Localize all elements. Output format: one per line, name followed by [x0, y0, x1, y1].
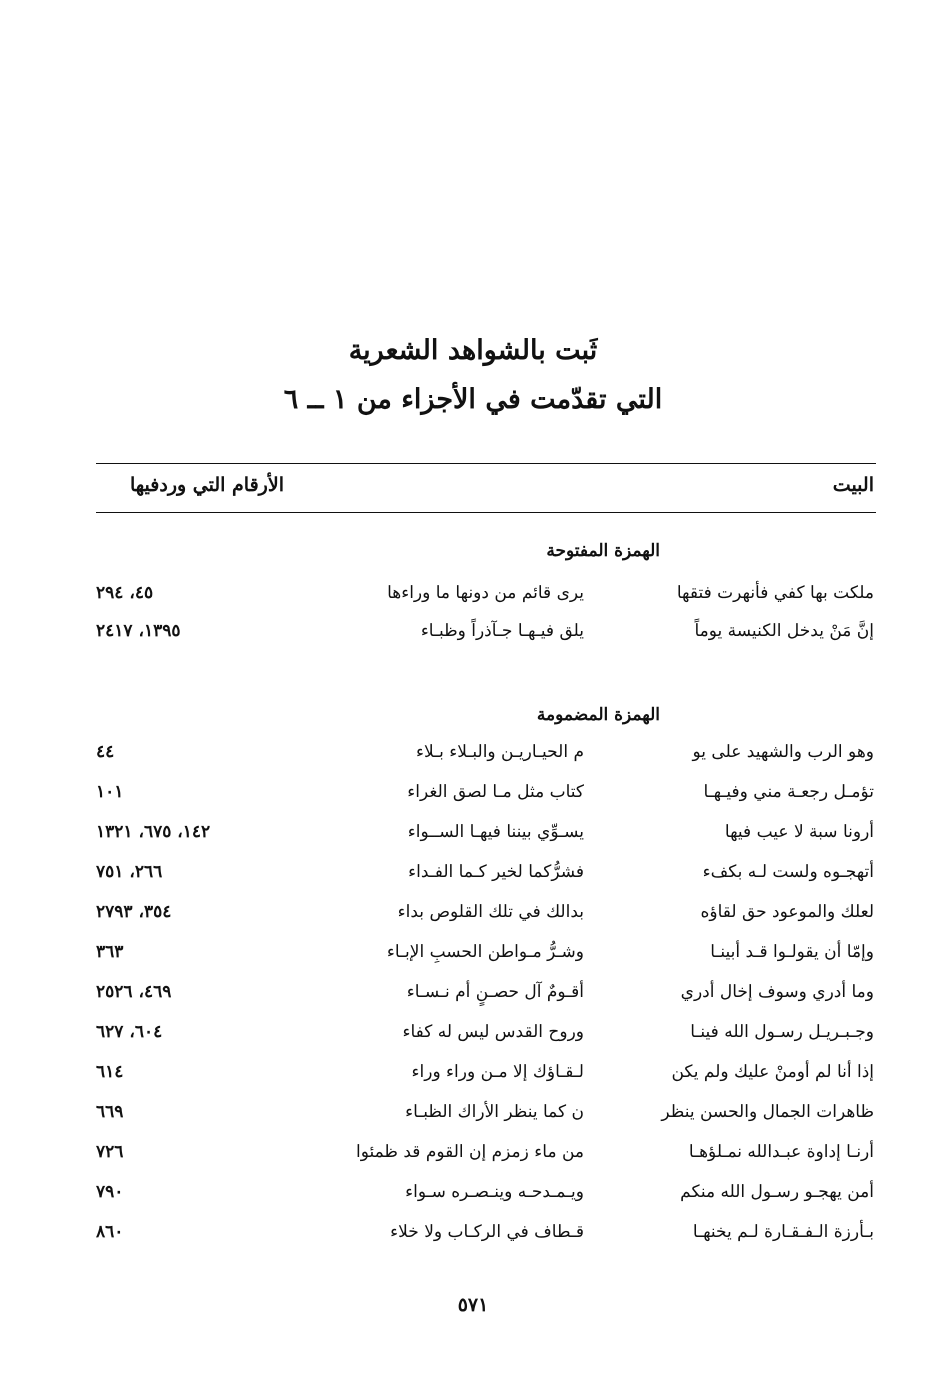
table-row — [0, 1222, 946, 1252]
column-header-refs: الأرقام التي وردفيها — [130, 474, 284, 496]
verse-refs: ٧٢٦ — [96, 1142, 124, 1162]
verse-refs: ١٣٩٥، ٢٤١٧ — [96, 621, 181, 641]
verse-second-half: فشرُّكما لخير كـما الفـداء — [408, 862, 584, 882]
verse-second-half: لـقـاؤك إلا مـن وراء وراء — [411, 1062, 584, 1082]
table-row — [0, 822, 946, 852]
page-title-line-1: ثَبت بالشواهد الشعرية — [348, 335, 598, 366]
verse-refs: ٤٥، ٢٩٤ — [96, 583, 154, 603]
verse-first-half: ملكت بها كفي فأنهرت فتقها — [676, 583, 874, 603]
verse-second-half: ن كما ينظر الأراك الظبـاء — [405, 1102, 584, 1122]
verse-first-half: لعلك والموعود حق لقاؤه — [700, 902, 874, 922]
verse-first-half: إنَّ مَنْ يدخل الكنيسة يوماً — [694, 621, 874, 641]
verse-refs: ٣٥٤، ٢٧٩٣ — [96, 902, 172, 922]
verse-first-half: وهو الرب والشهيد على يو — [692, 742, 874, 762]
verse-refs: ٦٦٩ — [96, 1102, 124, 1122]
page-title-line-2: التي تقدّمت في الأجزاء من ١ ــ ٦ — [283, 384, 663, 415]
verse-refs: ٧٩٠ — [96, 1182, 124, 1202]
verse-first-half: بـأرزة الـفـقـارة لـم يخنهـا — [692, 1222, 874, 1242]
verse-second-half: يرى قائم من دونها ما وراءها — [387, 583, 584, 603]
section-title: الهمزة المضمومة — [536, 705, 660, 725]
verse-refs: ٤٦٩، ٢٥٢٦ — [96, 982, 172, 1002]
header-top-rule — [96, 463, 876, 464]
column-header-verse: البيت — [832, 474, 874, 496]
table-row — [0, 1142, 946, 1172]
verse-refs: ٦٠٤، ٦٢٧ — [96, 1022, 163, 1042]
table-row — [0, 982, 946, 1012]
verse-second-half: كتاب مثل مـا لصق الغراء — [407, 782, 584, 802]
verse-refs: ٤٤ — [96, 742, 115, 762]
table-row — [0, 902, 946, 932]
verse-second-half: من ماء زمزم إن القوم قد ظمئوا — [355, 1142, 584, 1162]
verse-second-half: يلق فيـهـا جـآذراً وظبـاء — [420, 621, 584, 641]
header-bottom-rule — [96, 512, 876, 513]
table-row — [0, 1182, 946, 1212]
verse-second-half: وشـرُّ مـواطن الحسبِ الإبـاء — [386, 942, 584, 962]
section-title: الهمزة المفتوحة — [546, 541, 660, 561]
table-row — [0, 782, 946, 812]
table-row — [0, 621, 946, 651]
verse-refs: ٨٦٠ — [96, 1222, 124, 1242]
verse-refs: ٦١٤ — [96, 1062, 124, 1082]
verse-first-half: إذا أنا لم أومنْ عليك ولم يكن — [671, 1062, 874, 1082]
verse-first-half: ظاهرات الجمال والحسن ينظر — [661, 1102, 874, 1122]
verse-first-half: أتهجـوه ولست لـه بكفء — [702, 862, 874, 882]
verse-second-half: م الحيـاريـن والبـلاء بـلاء — [416, 742, 584, 762]
verse-refs: ١٠١ — [96, 782, 124, 802]
verse-refs: ٣٦٣ — [96, 942, 124, 962]
verse-second-half: أقـومٌ آل حصـنٍ أم نـسـاء — [406, 982, 584, 1002]
verse-second-half: ويـمـدحـه وينـصـره سـواء — [405, 1182, 584, 1202]
table-row — [0, 742, 946, 772]
verse-first-half: تؤمـل رجعـة مني وفيـهـا — [703, 782, 874, 802]
verse-first-half: أرونا سبة لا عيب فيها — [724, 822, 874, 842]
table-row — [0, 1022, 946, 1052]
verse-second-half: بدالك في تلك القلوص بداء — [397, 902, 584, 922]
table-row — [0, 942, 946, 972]
verse-first-half: وما أدري وسوف إخال أدري — [680, 982, 874, 1002]
table-row — [0, 862, 946, 892]
verse-first-half: وإمّا أن يقولـوا قـد أبينـا — [710, 942, 874, 962]
page-number: ٥٧١ — [457, 1294, 489, 1316]
verse-refs: ١٤٢، ٦٧٥، ١٣٢١ — [96, 822, 211, 842]
table-row — [0, 1102, 946, 1132]
verse-second-half: يسـوِّي بيننا فيهـا الســواء — [407, 822, 584, 842]
table-row — [0, 583, 946, 613]
verse-first-half: وجـبـريـل رسـول الله فينـا — [690, 1022, 874, 1042]
table-row — [0, 1062, 946, 1092]
verse-first-half: أرنـا إداوة عبـدالله نمـلؤهـا — [688, 1142, 874, 1162]
verse-second-half: وروح القدس ليس له كفاء — [402, 1022, 584, 1042]
verse-refs: ٢٦٦، ٧٥١ — [96, 862, 163, 882]
verse-second-half: قـطاف في الركـاب ولا خلاء — [390, 1222, 584, 1242]
verse-first-half: أمن يهجـو رسـول الله منكم — [680, 1182, 874, 1202]
